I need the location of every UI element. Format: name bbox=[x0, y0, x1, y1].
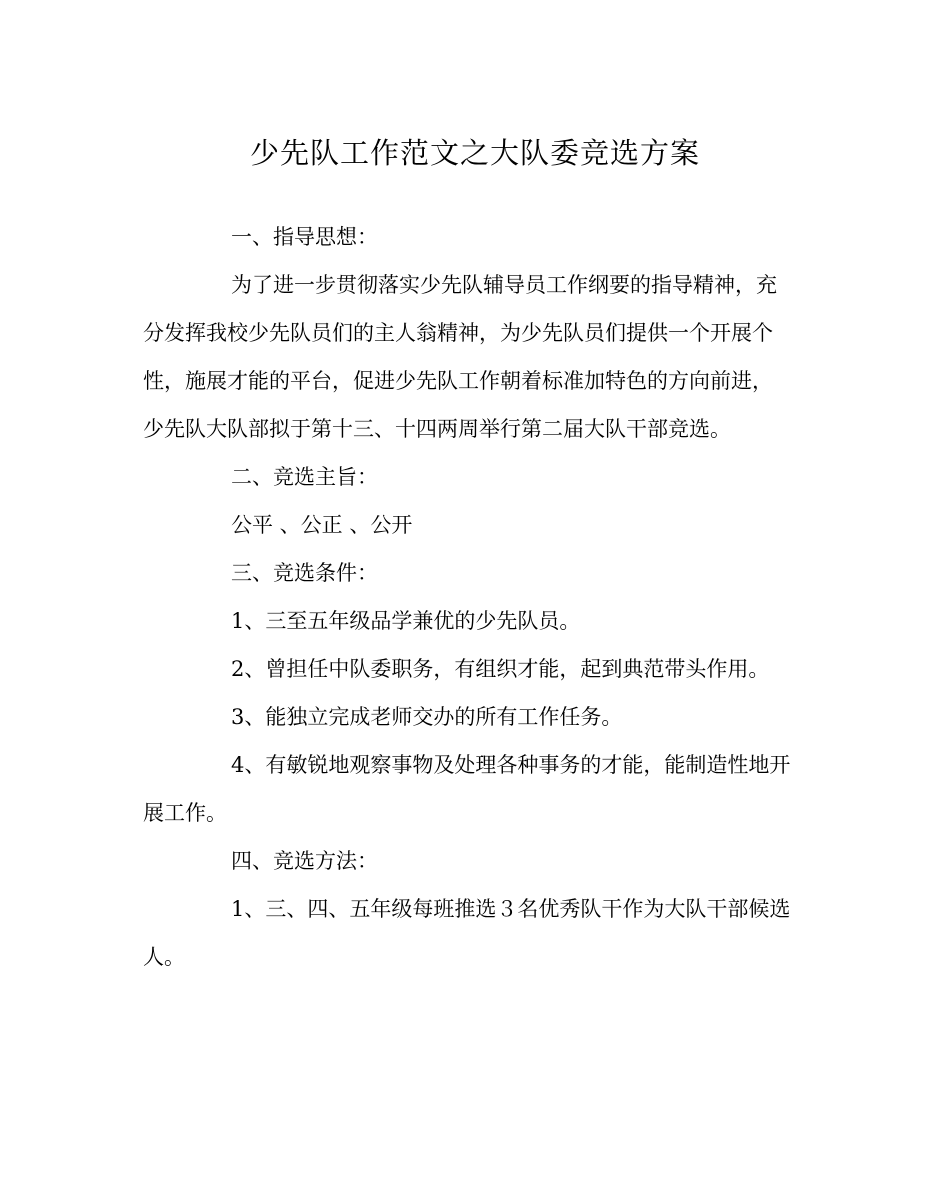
paragraph-line: 公平 、公正 、公开 bbox=[231, 513, 413, 537]
list-item: 3、能独立完成老师交办的所有工作任务。 bbox=[231, 705, 623, 729]
list-item: 1、三、四、五年级每班推选３名优秀队干作为大队干部候选 bbox=[231, 897, 791, 921]
list-item: 2、曾担任中队委职务，有组织才能，起到典范带头作用。 bbox=[231, 657, 770, 681]
list-item: 1、三至五年级品学兼优的少先队员。 bbox=[231, 609, 581, 633]
list-item: 4、有敏锐地观察事物及处理各种事务的才能，能制造性地开 bbox=[231, 753, 791, 777]
heading-election-conditions: 三、竞选条件： bbox=[231, 561, 378, 585]
paragraph-line: 分发挥我校少先队员们的主人翁精神，为少先队员们提供一个开展个 bbox=[143, 321, 773, 345]
paragraph-line: 性，施展才能的平台，促进少先队工作朝着标准加特色的方向前进， bbox=[143, 369, 773, 393]
document-title: 少先队工作范文之大队委竞选方案 bbox=[249, 136, 700, 170]
list-item-continuation: 人。 bbox=[143, 945, 185, 969]
list-item-continuation: 展工作。 bbox=[143, 801, 227, 825]
heading-election-purpose: 二、竞选主旨： bbox=[231, 465, 378, 489]
heading-guiding-thought: 一、指导思想： bbox=[231, 225, 378, 249]
paragraph-line: 为了进一步贯彻落实少先队辅导员工作纲要的指导精神，充 bbox=[231, 273, 777, 297]
heading-election-method: 四、竞选方法： bbox=[231, 849, 378, 873]
paragraph-line: 少先队大队部拟于第十三、十四两周举行第二届大队干部竞选。 bbox=[143, 417, 731, 441]
